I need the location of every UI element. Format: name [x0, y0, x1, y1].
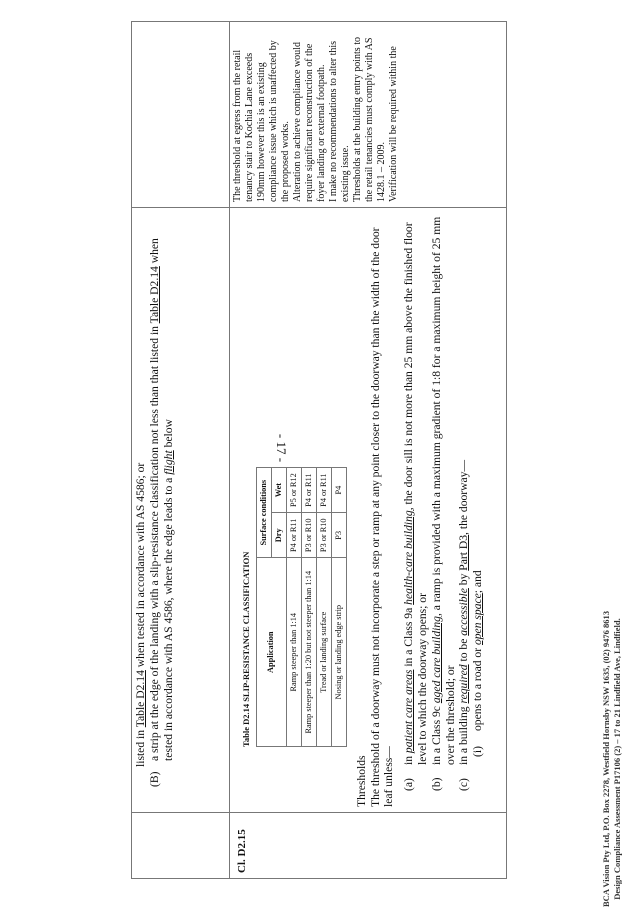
- defined-term: aged care building: [429, 616, 443, 704]
- clause-cell: [230, 813, 507, 879]
- header-application: Application: [256, 558, 286, 747]
- defined-term: health-care building: [402, 510, 416, 605]
- clause-intro: The threshold of a doorway must not incorporate a step or ramp at any point closer to the doorway than the width of the door leaf unless—: [368, 227, 396, 807]
- footer-line-2: Design Compliance Assessment P17106 (2) – 17 to 21 Lindfield Ave, Lindfield.: [612, 618, 622, 900]
- footer: [601, 609, 623, 909]
- content-cell: [230, 208, 507, 813]
- table-ref-link: Table D2.14: [147, 266, 161, 324]
- slip-row: Nosing or landing edge strip P3 P4: [331, 468, 346, 747]
- clause-item-b: (b) in a Class 9c aged care building, a ramp is provided with a maximum gradient of 1:8 for a maximum height of 25 mm over the threshold; or: [429, 216, 457, 791]
- defined-term: open space: [471, 593, 485, 646]
- clause-heading: Thresholds: [354, 755, 368, 807]
- comment-paragraph: Verification will be required within the: [388, 46, 399, 202]
- part-ref-link: Part D3: [457, 534, 471, 571]
- defined-term: flight: [161, 450, 175, 475]
- table-ref-link: Table D2.14: [134, 670, 147, 728]
- slip-row: Ramp steeper than 1:14 P4 or R11 P5 or R12: [286, 468, 301, 747]
- clause-cell-empty: [132, 813, 230, 879]
- comment-paragraph: Thresholds at the building entry points to the retail tenancies must comply with AS 1428.1 – 2009.: [352, 37, 387, 202]
- slip-row: Tread or landing surface P3 or R10 P4 or R11: [316, 468, 331, 747]
- clause-item-c-i: (i) opens to a road or open space; and: [471, 570, 485, 757]
- continuation-line: listed in Table D2.14 when tested in accordance with AS 4586; or: [134, 462, 147, 767]
- slip-table-title: Table D2.14 SLIP-RESISTANCE CLASSIFICATION: [241, 551, 251, 747]
- comment-paragraph: The threshold at egress from the retail tenancy stair to Kochia Lane exceeds 190mm however this is an existing compliance issue which is unaffected by the proposed works.: [232, 40, 291, 202]
- content-cell: [132, 208, 230, 813]
- defined-term: required: [457, 664, 471, 704]
- comment-cell-empty: [132, 22, 230, 208]
- clause-item-a: (a) in patient care areas in a Class 9a health-care building, the door sill is not more than 25 mm above the finished floor level to which the doorway opens; or: [402, 222, 429, 791]
- slip-row: Ramp steeper than 1:20 but not steeper than 1:14 P3 or R10 P4 or R11: [301, 468, 316, 747]
- header-surface-conditions: Surface conditions: [256, 468, 271, 558]
- comment-paragraph: Alteration to achieve compliance would require significant reconstruction of the foyer landing or external footpath.: [292, 42, 327, 202]
- header-dry: Dry: [271, 513, 286, 558]
- slip-resistance-table: [256, 467, 347, 747]
- comment-paragraph: I make no recommendations to alter this existing issue.: [328, 40, 351, 202]
- page-number: - 17 -: [274, 433, 289, 463]
- clause-item-c: (c) in a building required to be accessible by Part D3, the doorway—: [457, 459, 471, 791]
- header-wet: Wet: [271, 468, 286, 513]
- table-row: [132, 22, 230, 879]
- comment-cell: [230, 22, 507, 208]
- clause-id: Cl. D2.15: [236, 829, 248, 873]
- defined-term: accessible: [457, 588, 471, 636]
- slip-resistance-table-block: [240, 213, 347, 807]
- rotated-page-body: [131, 21, 507, 879]
- footer-line-1: BCA Vision Pty Ltd, P.O. Box 2278, Westfield Hornsby NSW 1635, (02) 9476 8613: [601, 611, 611, 907]
- compliance-table: [131, 21, 507, 879]
- continuation-item-b: (B) a strip at the edge of the landing with a slip-resistance classification not less than that listed in Table D2.14 when tested in accordance with AS 4586, where the edge leads to a flight below: [147, 238, 175, 787]
- table-row: [230, 22, 507, 879]
- defined-term: patient care areas: [402, 669, 416, 754]
